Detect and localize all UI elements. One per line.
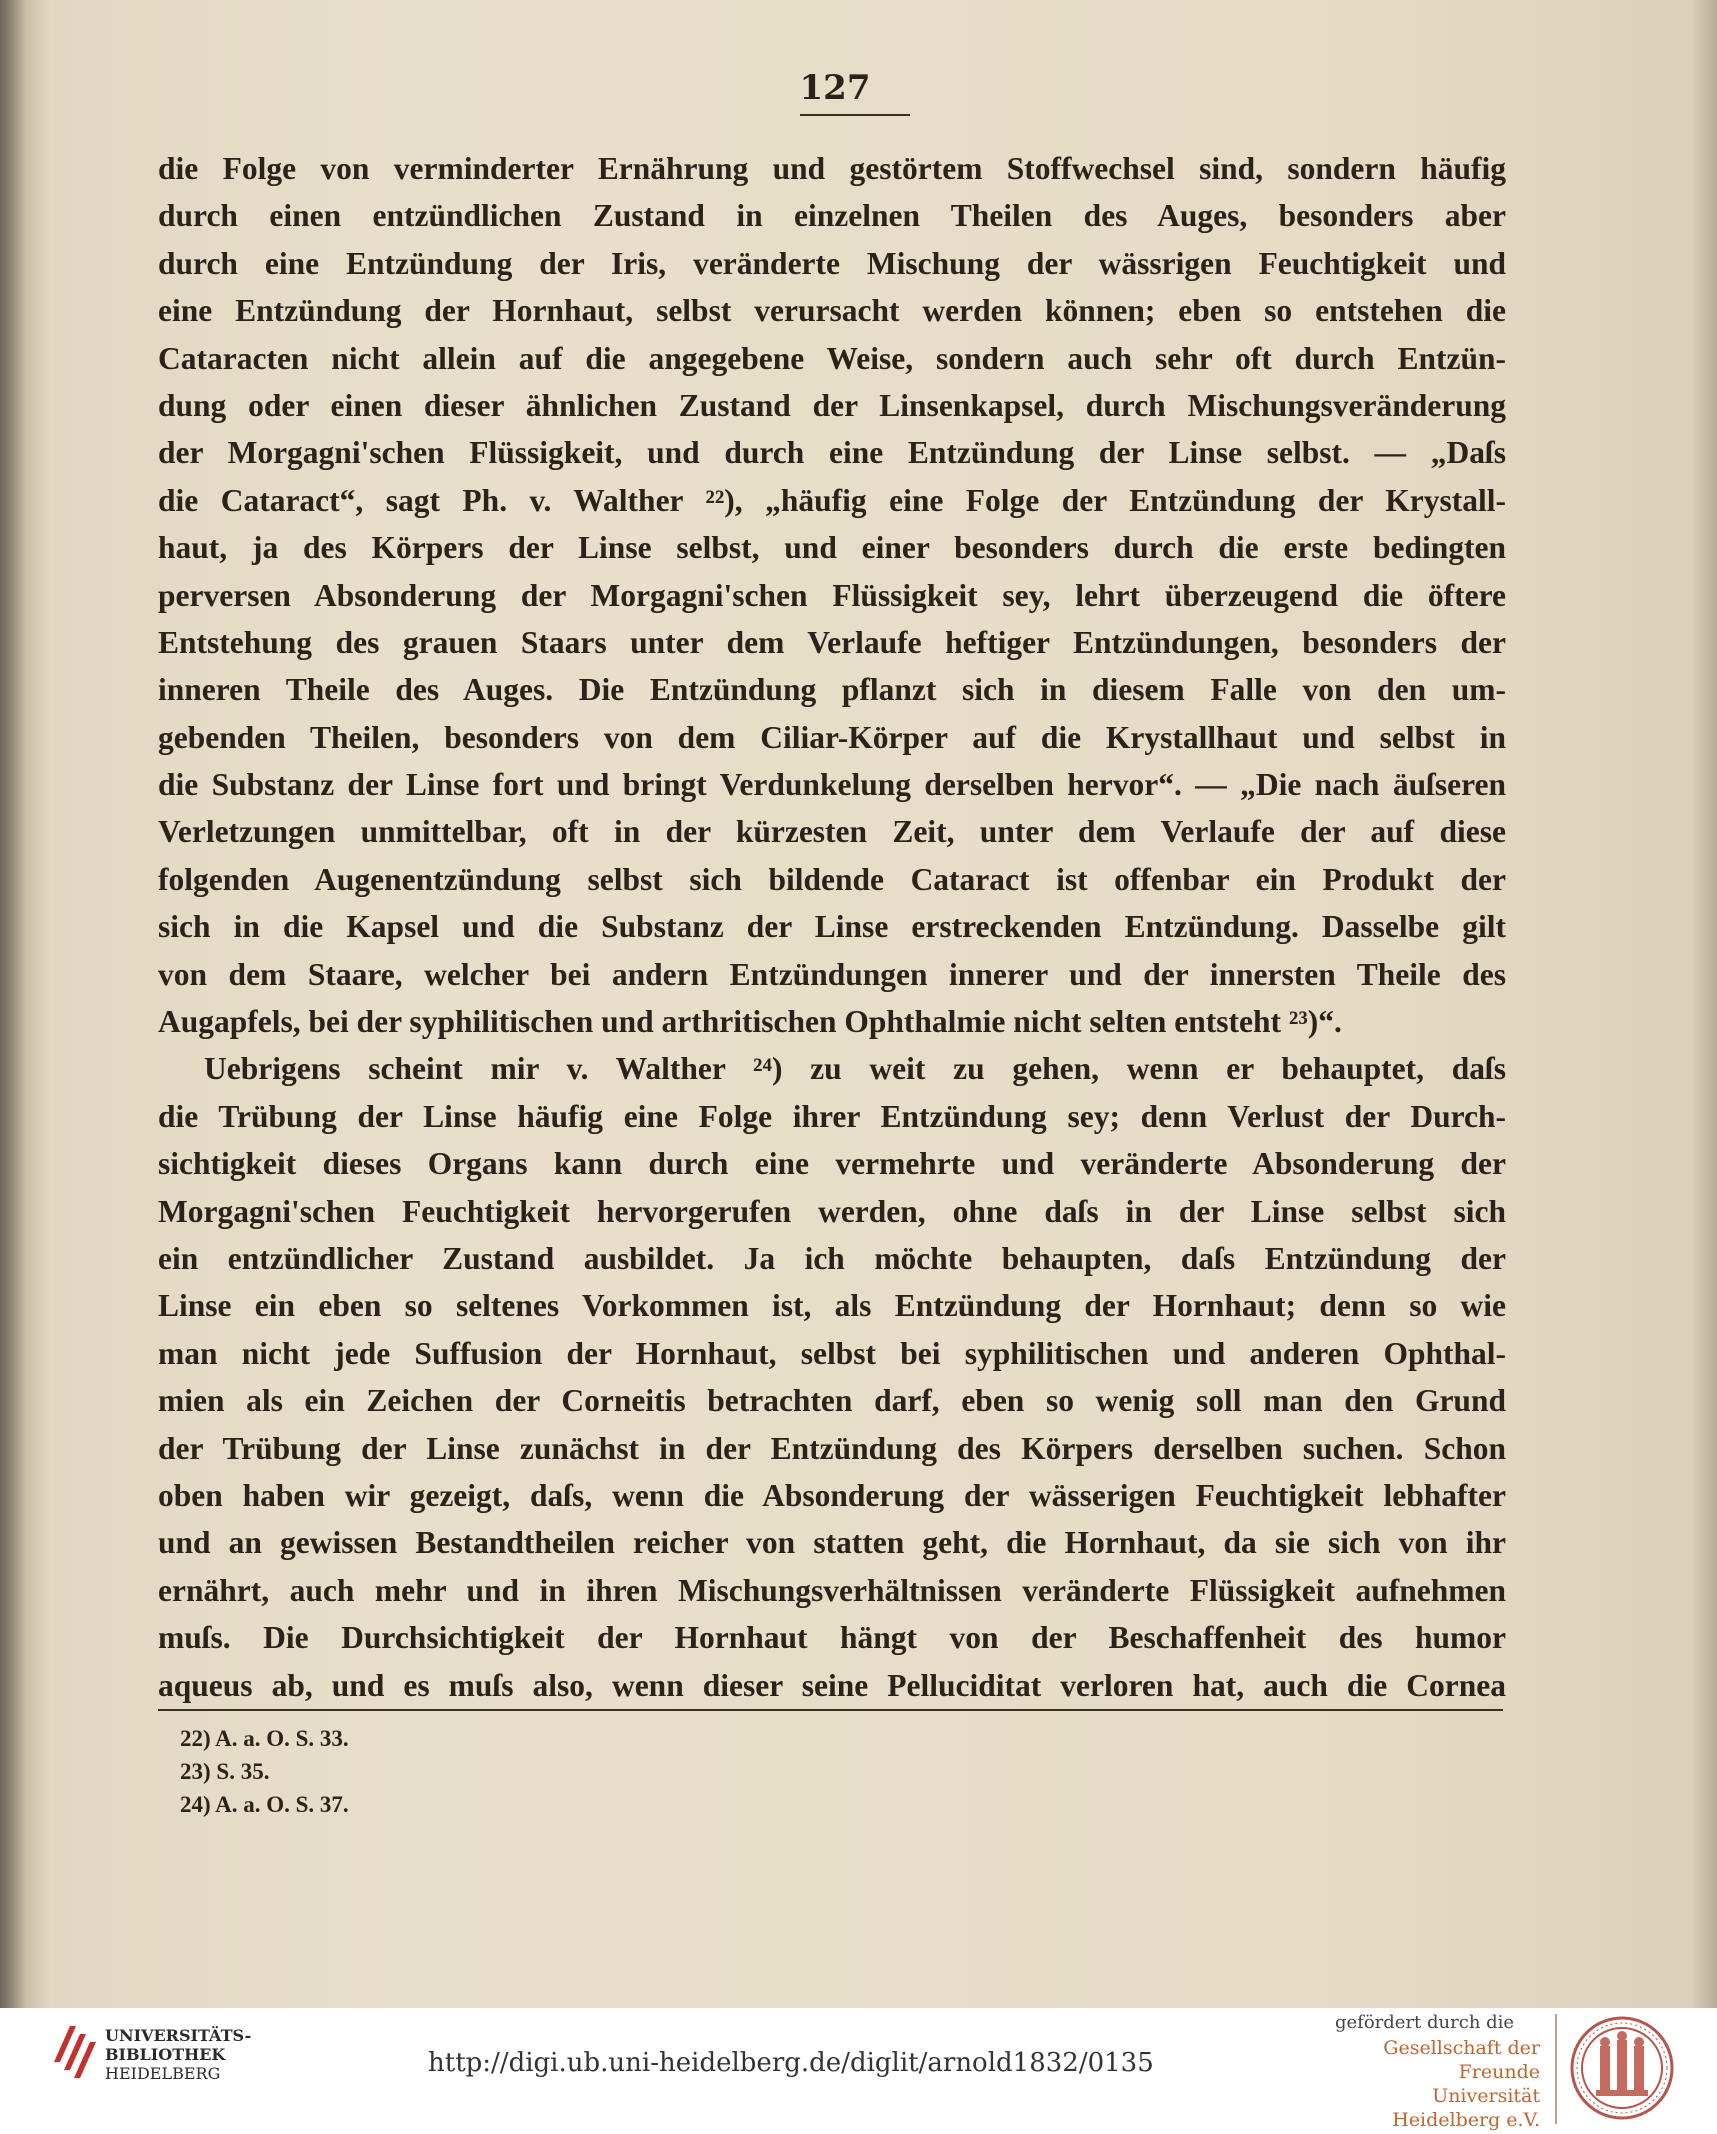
text-line: ein entzündlicher Zustand ausbildet. Ja ich möchte behaupten, daſs Entzündung der [158, 1240, 1506, 1276]
text-line: der Trübung der Linse zunächst in der Entzündung des Körpers derselben suchen. Schon [158, 1430, 1506, 1466]
footnotes [180, 1722, 349, 1821]
text-line: sich in die Kapsel und die Substanz der Linse erstreckenden Entzündung. Dasselbe gilt [158, 909, 1506, 945]
source-url-link[interactable]: http://digi.ub.uni-heidelberg.de/diglit/arnold1832/0135 [428, 2048, 1154, 2078]
library-name-line-3: HEIDELBERG [105, 2064, 221, 2083]
text-line: Linse ein eben so seltenes Vorkommen ist, als Entzündung der Hornhaut; denn so wie [158, 1288, 1506, 1324]
footnote-24: 24) A. a. O. S. 37. [180, 1792, 349, 1817]
text-line: inneren Theile des Auges. Die Entzündung pflanzt sich in diesem Falle von den um- [158, 672, 1506, 708]
text-line: durch eine Entzündung der Iris, veränderte Mischung der wässrigen Feuchtigkeit und [158, 245, 1506, 281]
text-line: gebenden Theilen, besonders von dem Ciliar-Körper auf die Krystallhaut und selbst in [158, 719, 1506, 755]
sponsor-heading: gefördert durch die [1335, 2012, 1515, 2033]
page-number: 127 [799, 68, 871, 108]
sponsor-name [1335, 2036, 1540, 2132]
text-line: oben haben wir gezeigt, daſs, wenn die Absonderung der wässerigen Feuchtigkeit lebhafter [158, 1477, 1506, 1513]
text-line: Entstehung des grauen Staars unter dem Verlaufe heftiger Entzündungen, besonders der [158, 624, 1506, 660]
text-line: durch einen entzündlichen Zustand in einzelnen Theilen des Auges, besonders aber [158, 198, 1506, 234]
text-line: die Cataract“, sagt Ph. v. Walther ²²), „häufig eine Folge der Entzündung der Krystall- [158, 482, 1506, 518]
text-line: mien als ein Zeichen der Corneitis betrachten darf, eben so wenig soll man den Grund [158, 1383, 1506, 1419]
page-number-rule [800, 114, 910, 116]
text-line: Augapfels, bei der syphilitischen und arthritischen Ophthalmie nicht selten entsteht ²³)“. [158, 1004, 1342, 1040]
sponsor-line-1: Gesellschaft der Freunde [1383, 2037, 1540, 2083]
text-line: die Trübung der Linse häufig eine Folge ihrer Entzündung sey; denn Verlust der Durch- [158, 1098, 1506, 1134]
library-name-line-2: BIBLIOTHEK [105, 2045, 226, 2064]
text-line: aqueus ab, und es muſs also, wenn dieser seine Pelluciditat verloren hat, auch die Cornea [158, 1667, 1506, 1703]
library-name-line-1: UNIVERSITÄTS- [105, 2026, 252, 2045]
text-line: Morgagni'schen Feuchtigkeit hervorgerufen werden, ohne daſs in der Linse selbst sich [158, 1193, 1506, 1229]
body-text [158, 145, 1506, 1709]
text-line: die Folge von verminderter Ernährung und gestörtem Stoffwechsel sind, sondern häufig [158, 151, 1506, 186]
footnote-separator [158, 1709, 1503, 1711]
university-seal-icon [1570, 2016, 1674, 2120]
footnote-23: 23) S. 35. [180, 1759, 270, 1784]
footnote-22: 22) A. a. O. S. 33. [180, 1726, 349, 1751]
text-line: Verletzungen unmittelbar, oft in der kürzesten Zeit, unter dem Verlaufe der auf diese [158, 814, 1506, 850]
text-line: Uebrigens scheint mir v. Walther ²⁴) zu weit zu gehen, wenn er behauptet, daſs [204, 1051, 1506, 1087]
text-line: ernährt, auch mehr und in ihren Mischungsverhältnissen veränderte Flüssigkeit aufnehmen [158, 1572, 1506, 1608]
text-line: die Substanz der Linse fort und bringt Verdunkelung derselben hervor“. — „Die nach äuſseren [158, 767, 1506, 803]
text-line: haut, ja des Körpers der Linse selbst, und einer besonders durch die erste bedingten [158, 530, 1506, 566]
sponsor-line-2: Universität Heidelberg e.V. [1392, 2085, 1540, 2131]
text-line: muſs. Die Durchsichtigkeit der Hornhaut hängt von der Beschaffenheit des humor [158, 1620, 1506, 1656]
text-line: der Morgagni'schen Flüssigkeit, und durch eine Entzündung der Linse selbst. — „Daſs [158, 435, 1506, 471]
text-line: eine Entzündung der Hornhaut, selbst verursacht werden können; eben so entstehen die [158, 293, 1506, 329]
text-line: sichtigkeit dieses Organs kann durch eine vermehrte und veränderte Absonderung der [158, 1146, 1506, 1182]
text-line: perversen Absonderung der Morgagni'schen Flüssigkeit sey, lehrt überzeugend die öftere [158, 577, 1506, 613]
text-line: Cataracten nicht allein auf die angegebene Weise, sondern auch sehr oft durch Entzün- [158, 340, 1506, 376]
ub-heidelberg-logo-icon [50, 2022, 98, 2080]
sponsor-divider [1555, 2014, 1557, 2124]
text-line: und an gewissen Bestandtheilen reicher von statten geht, die Hornhaut, da sie sich von ihr [158, 1525, 1506, 1561]
text-line: von dem Staare, welcher bei andern Entzündungen innerer und der innersten Theile des [158, 956, 1506, 992]
text-line: dung oder einen dieser ähnlichen Zustand der Linsenkapsel, durch Mischungsveränderung [158, 387, 1506, 423]
text-line: folgenden Augenentzündung selbst sich bildende Cataract ist offenbar ein Produkt der [158, 861, 1506, 897]
library-name [105, 2026, 251, 2083]
text-line: man nicht jede Suffusion der Hornhaut, selbst bei syphilitischen und anderen Ophthal- [158, 1335, 1506, 1371]
